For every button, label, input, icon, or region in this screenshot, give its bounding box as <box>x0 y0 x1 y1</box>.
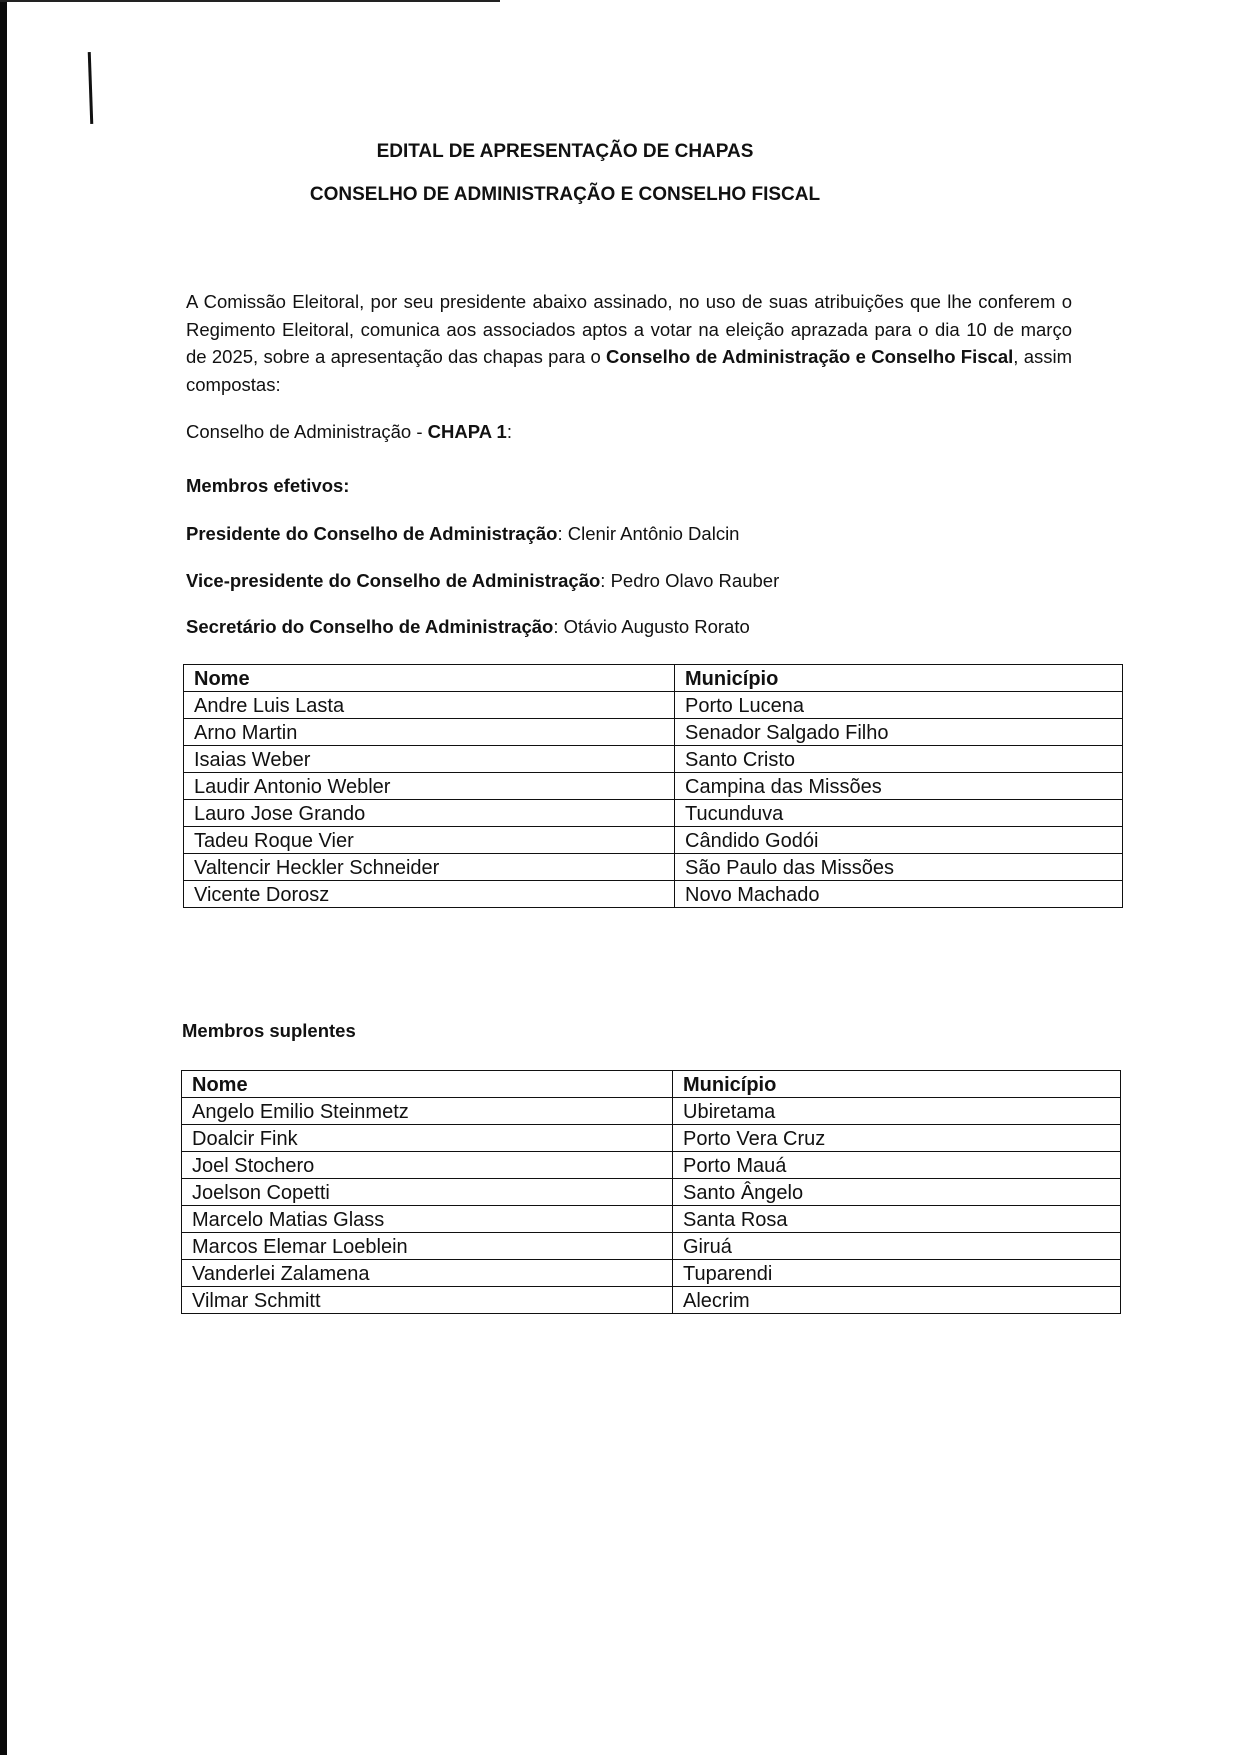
cell-nome: Tadeu Roque Vier <box>184 827 675 854</box>
table-row <box>182 1260 1121 1287</box>
cell-municipio: Santa Rosa <box>673 1206 1121 1233</box>
table-row <box>182 1287 1121 1314</box>
pen-mark <box>88 52 94 124</box>
header-nome: Nome <box>182 1071 673 1098</box>
officer-president <box>186 523 739 545</box>
cell-nome: Isaias Weber <box>184 746 675 773</box>
table-row <box>184 773 1123 800</box>
table-row <box>184 692 1123 719</box>
chapa-suffix: : <box>506 421 512 442</box>
officer-role: Presidente do Conselho de Administração <box>186 523 558 544</box>
header-municipio: Município <box>675 665 1123 692</box>
header-municipio: Município <box>673 1071 1121 1098</box>
cell-municipio: Santo Cristo <box>675 746 1123 773</box>
cell-nome: Marcelo Matias Glass <box>182 1206 673 1233</box>
scan-edge-shadow <box>0 0 7 1755</box>
officer-separator: : <box>557 523 568 544</box>
chapa-line <box>186 421 512 443</box>
officer-name: Pedro Olavo Rauber <box>610 570 780 591</box>
cell-nome: Doalcir Fink <box>182 1125 673 1152</box>
cell-municipio: Senador Salgado Filho <box>675 719 1123 746</box>
intro-paragraph <box>186 288 1072 398</box>
officer-vice-president <box>186 570 779 592</box>
cell-municipio: Cândido Godói <box>675 827 1123 854</box>
cell-nome: Angelo Emilio Steinmetz <box>182 1098 673 1125</box>
intro-text-end: , assim compostas: <box>186 346 1072 395</box>
cell-nome: Vicente Dorosz <box>184 881 675 908</box>
cell-nome: Joelson Copetti <box>182 1179 673 1206</box>
cell-municipio: Porto Lucena <box>675 692 1123 719</box>
officer-role: Vice-presidente do Conselho de Administração <box>186 570 601 591</box>
table-row <box>182 1179 1121 1206</box>
cell-municipio: Novo Machado <box>675 881 1123 908</box>
cell-municipio: Giruá <box>673 1233 1121 1260</box>
efetivos-heading: Membros efetivos: <box>186 475 350 496</box>
cell-nome: Vilmar Schmitt <box>182 1287 673 1314</box>
table-row <box>182 1098 1121 1125</box>
cell-nome: Andre Luis Lasta <box>184 692 675 719</box>
suplentes-heading: Membros suplentes <box>182 1020 356 1041</box>
cell-nome: Laudir Antonio Webler <box>184 773 675 800</box>
header-nome: Nome <box>184 665 675 692</box>
cell-nome: Valtencir Heckler Schneider <box>184 854 675 881</box>
table-row <box>182 1125 1121 1152</box>
chapa-prefix: Conselho de Administração - <box>186 421 428 442</box>
cell-municipio: Santo Ângelo <box>673 1179 1121 1206</box>
cell-municipio: Ubiretama <box>673 1098 1121 1125</box>
document-title: EDITAL DE APRESENTAÇÃO DE CHAPAS <box>376 141 754 162</box>
cell-municipio: Porto Vera Cruz <box>673 1125 1121 1152</box>
table-row <box>182 1152 1121 1179</box>
intro-text: A Comissão Eleitoral, por seu presidente abaixo assinado, no uso de suas atribuições que lhe conferem o Regimento Eleitoral, comunica aos associados aptos a votar na eleição aprazada para o dia 10 de março de 2025, sobre a apresentação das chapas para o <box>186 291 1072 367</box>
chapa-label: CHAPA 1 <box>427 421 507 442</box>
table-header-row <box>184 665 1123 692</box>
cell-municipio: Tucunduva <box>675 800 1123 827</box>
cell-nome: Vanderlei Zalamena <box>182 1260 673 1287</box>
officer-name: Clenir Antônio Dalcin <box>567 523 740 544</box>
officer-role: Secretário do Conselho de Administração <box>186 616 554 637</box>
cell-nome: Lauro Jose Grando <box>184 800 675 827</box>
cell-municipio: Porto Mauá <box>673 1152 1121 1179</box>
table-row <box>184 854 1123 881</box>
table-row <box>184 719 1123 746</box>
cell-nome: Marcos Elemar Loeblein <box>182 1233 673 1260</box>
officer-separator: : <box>600 570 611 591</box>
table-row <box>184 800 1123 827</box>
officer-name: Otávio Augusto Rorato <box>563 616 750 637</box>
cell-nome: Joel Stochero <box>182 1152 673 1179</box>
table-header-row <box>182 1071 1121 1098</box>
officer-secretary <box>186 616 750 638</box>
officer-separator: : <box>553 616 564 637</box>
table-efetivos <box>183 664 1123 908</box>
table-row <box>184 746 1123 773</box>
cell-municipio: Campina das Missões <box>675 773 1123 800</box>
table-row <box>184 881 1123 908</box>
intro-bold-text: Conselho de Administração e Conselho Fiscal <box>606 346 1014 367</box>
cell-nome: Arno Martin <box>184 719 675 746</box>
cell-municipio: Alecrim <box>673 1287 1121 1314</box>
cell-municipio: São Paulo das Missões <box>675 854 1123 881</box>
cell-municipio: Tuparendi <box>673 1260 1121 1287</box>
table-row <box>182 1233 1121 1260</box>
table-row <box>184 827 1123 854</box>
table-suplentes <box>181 1070 1121 1314</box>
table-row <box>182 1206 1121 1233</box>
document-subtitle: CONSELHO DE ADMINISTRAÇÃO E CONSELHO FISCAL <box>309 184 821 205</box>
scan-top-edge <box>0 0 500 2</box>
